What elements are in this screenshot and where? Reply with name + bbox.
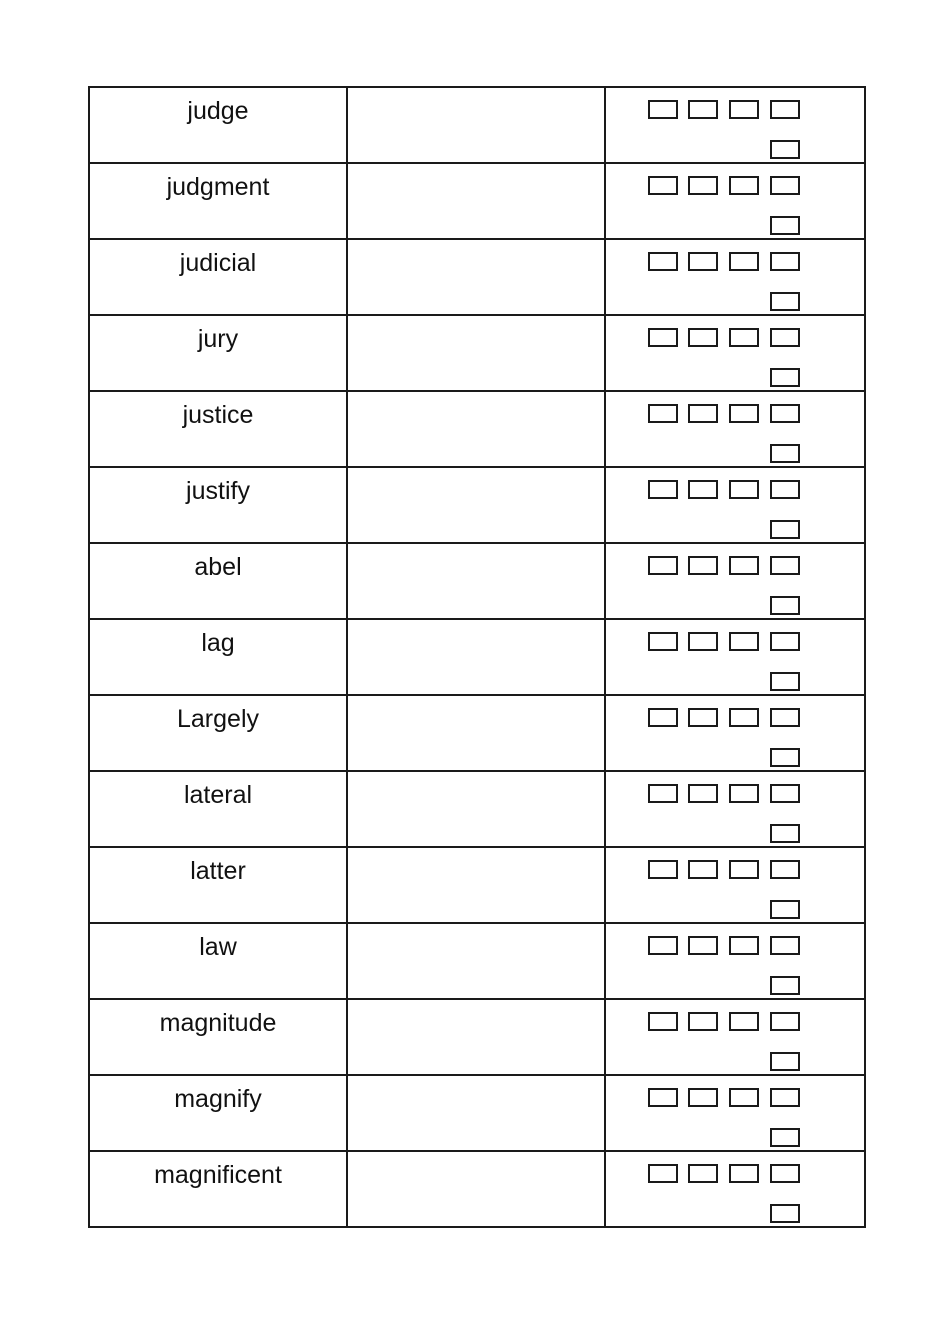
review-checkbox[interactable] [770, 748, 800, 767]
review-checkbox[interactable] [648, 1088, 678, 1107]
vocab-row [89, 847, 865, 923]
word-cell [89, 771, 347, 847]
review-checkbox[interactable] [770, 216, 800, 235]
review-checkbox[interactable] [688, 176, 718, 195]
vocab-row [89, 239, 865, 315]
review-checkbox-group [648, 252, 808, 314]
vocab-row [89, 771, 865, 847]
review-checkbox[interactable] [648, 556, 678, 575]
review-checkbox-group [648, 1164, 808, 1226]
meaning-cell[interactable] [347, 163, 605, 239]
vocab-word: lateral [183, 781, 253, 809]
word-cell [89, 543, 347, 619]
review-checkbox[interactable] [770, 444, 800, 463]
review-checkbox[interactable] [770, 1164, 800, 1183]
review-checkbox-group [648, 860, 808, 922]
word-cell [89, 923, 347, 999]
review-checkbox[interactable] [688, 1088, 718, 1107]
word-cell [89, 695, 347, 771]
review-checkbox[interactable] [648, 936, 678, 955]
review-checkbox[interactable] [770, 672, 800, 691]
review-checkbox[interactable] [729, 936, 759, 955]
vocab-word: magnify [174, 1085, 262, 1113]
review-checkbox-cell [605, 391, 865, 467]
vocab-word: magnificent [154, 1161, 282, 1189]
vocab-word: law [199, 933, 237, 961]
vocab-word: judgment [166, 173, 270, 201]
meaning-cell[interactable] [347, 923, 605, 999]
review-checkbox[interactable] [688, 860, 718, 879]
vocab-row [89, 391, 865, 467]
review-checkbox-cell [605, 1151, 865, 1227]
vocab-row [89, 1151, 865, 1227]
review-checkbox[interactable] [770, 292, 800, 311]
vocab-word: justify [186, 477, 250, 505]
review-checkbox[interactable] [729, 1164, 759, 1183]
review-checkbox-cell [605, 923, 865, 999]
review-checkbox[interactable] [688, 252, 718, 271]
meaning-cell[interactable] [347, 239, 605, 315]
review-checkbox[interactable] [770, 596, 800, 615]
meaning-cell[interactable] [347, 1151, 605, 1227]
word-cell [89, 391, 347, 467]
vocab-row [89, 619, 865, 695]
review-checkbox[interactable] [729, 1088, 759, 1107]
review-checkbox[interactable] [688, 404, 718, 423]
review-checkbox-group [648, 708, 808, 770]
review-checkbox[interactable] [770, 976, 800, 995]
vocab-row [89, 467, 865, 543]
review-checkbox[interactable] [770, 1128, 800, 1147]
review-checkbox-cell [605, 619, 865, 695]
review-checkbox[interactable] [770, 708, 800, 727]
meaning-cell[interactable] [347, 467, 605, 543]
review-checkbox-cell [605, 1075, 865, 1151]
review-checkbox[interactable] [770, 328, 800, 347]
word-cell [89, 999, 347, 1075]
vocab-row [89, 543, 865, 619]
word-cell [89, 847, 347, 923]
meaning-cell[interactable] [347, 999, 605, 1075]
review-checkbox[interactable] [648, 860, 678, 879]
review-checkbox[interactable] [729, 176, 759, 195]
review-checkbox[interactable] [729, 100, 759, 119]
meaning-cell[interactable] [347, 315, 605, 391]
review-checkbox[interactable] [729, 328, 759, 347]
review-checkbox[interactable] [688, 708, 718, 727]
review-checkbox-group [648, 176, 808, 238]
vocab-word: lag [201, 629, 235, 657]
word-cell [89, 1075, 347, 1151]
review-checkbox[interactable] [770, 632, 800, 651]
vocab-row [89, 1075, 865, 1151]
word-cell [89, 163, 347, 239]
review-checkbox-group [648, 936, 808, 998]
review-checkbox[interactable] [648, 100, 678, 119]
vocab-word: Largely [177, 705, 259, 733]
review-checkbox[interactable] [688, 784, 718, 803]
review-checkbox[interactable] [648, 708, 678, 727]
review-checkbox[interactable] [729, 708, 759, 727]
review-checkbox[interactable] [648, 480, 678, 499]
review-checkbox[interactable] [648, 328, 678, 347]
review-checkbox[interactable] [688, 480, 718, 499]
review-checkbox[interactable] [648, 1164, 678, 1183]
vocabulary-table-body [89, 87, 865, 1227]
review-checkbox-cell [605, 467, 865, 543]
review-checkbox[interactable] [688, 936, 718, 955]
review-checkbox-cell [605, 771, 865, 847]
review-checkbox-group [648, 328, 808, 390]
review-checkbox[interactable] [770, 824, 800, 843]
review-checkbox-cell [605, 315, 865, 391]
review-checkbox[interactable] [770, 404, 800, 423]
review-checkbox-cell [605, 239, 865, 315]
review-checkbox[interactable] [729, 632, 759, 651]
review-checkbox[interactable] [729, 404, 759, 423]
review-checkbox[interactable] [770, 1088, 800, 1107]
review-checkbox[interactable] [729, 480, 759, 499]
review-checkbox-cell [605, 847, 865, 923]
review-checkbox[interactable] [688, 556, 718, 575]
review-checkbox[interactable] [770, 1052, 800, 1071]
review-checkbox[interactable] [688, 100, 718, 119]
review-checkbox[interactable] [648, 1012, 678, 1031]
vocabulary-table [88, 86, 866, 1228]
review-checkbox[interactable] [770, 252, 800, 271]
meaning-cell[interactable] [347, 847, 605, 923]
review-checkbox[interactable] [770, 1204, 800, 1223]
vocab-word: justice [182, 401, 254, 429]
review-checkbox-group [648, 1012, 808, 1074]
review-checkbox-group [648, 1088, 808, 1150]
review-checkbox[interactable] [648, 632, 678, 651]
word-cell [89, 467, 347, 543]
vocab-row [89, 923, 865, 999]
word-cell [89, 239, 347, 315]
review-checkbox[interactable] [729, 1012, 759, 1031]
review-checkbox[interactable] [770, 860, 800, 879]
word-cell [89, 1151, 347, 1227]
review-checkbox[interactable] [729, 784, 759, 803]
review-checkbox-group [648, 784, 808, 846]
vocab-word: jury [197, 325, 239, 353]
meaning-cell[interactable] [347, 695, 605, 771]
review-checkbox[interactable] [688, 1164, 718, 1183]
review-checkbox[interactable] [770, 520, 800, 539]
review-checkbox[interactable] [770, 176, 800, 195]
review-checkbox[interactable] [648, 252, 678, 271]
review-checkbox[interactable] [688, 1012, 718, 1031]
vocab-row [89, 87, 865, 163]
review-checkbox[interactable] [770, 556, 800, 575]
vocab-row [89, 163, 865, 239]
meaning-cell[interactable] [347, 543, 605, 619]
vocab-word: magnitude [159, 1009, 277, 1037]
vocab-word: judicial [179, 249, 257, 277]
review-checkbox-cell [605, 163, 865, 239]
review-checkbox[interactable] [648, 176, 678, 195]
review-checkbox-cell [605, 87, 865, 163]
review-checkbox-cell [605, 695, 865, 771]
review-checkbox-group [648, 632, 808, 694]
review-checkbox[interactable] [770, 936, 800, 955]
review-checkbox[interactable] [688, 328, 718, 347]
review-checkbox-group [648, 404, 808, 466]
review-checkbox[interactable] [729, 860, 759, 879]
review-checkbox[interactable] [770, 1012, 800, 1031]
review-checkbox[interactable] [770, 140, 800, 159]
meaning-cell[interactable] [347, 1075, 605, 1151]
meaning-cell[interactable] [347, 391, 605, 467]
vocab-row [89, 999, 865, 1075]
review-checkbox-group [648, 480, 808, 542]
review-checkbox[interactable] [770, 100, 800, 119]
review-checkbox[interactable] [729, 252, 759, 271]
review-checkbox[interactable] [648, 784, 678, 803]
review-checkbox-cell [605, 543, 865, 619]
meaning-cell[interactable] [347, 87, 605, 163]
review-checkbox-cell [605, 999, 865, 1075]
review-checkbox[interactable] [770, 480, 800, 499]
review-checkbox[interactable] [648, 404, 678, 423]
vocab-row [89, 695, 865, 771]
word-cell [89, 87, 347, 163]
vocab-row [89, 315, 865, 391]
review-checkbox[interactable] [729, 556, 759, 575]
review-checkbox-group [648, 100, 808, 162]
review-checkbox[interactable] [770, 900, 800, 919]
word-cell [89, 619, 347, 695]
meaning-cell[interactable] [347, 771, 605, 847]
review-checkbox-group [648, 556, 808, 618]
word-cell [89, 315, 347, 391]
meaning-cell[interactable] [347, 619, 605, 695]
vocab-word: judge [187, 97, 249, 125]
review-checkbox[interactable] [770, 784, 800, 803]
vocab-word: latter [190, 857, 246, 885]
vocab-word: abel [194, 553, 242, 581]
review-checkbox[interactable] [770, 368, 800, 387]
review-checkbox[interactable] [688, 632, 718, 651]
